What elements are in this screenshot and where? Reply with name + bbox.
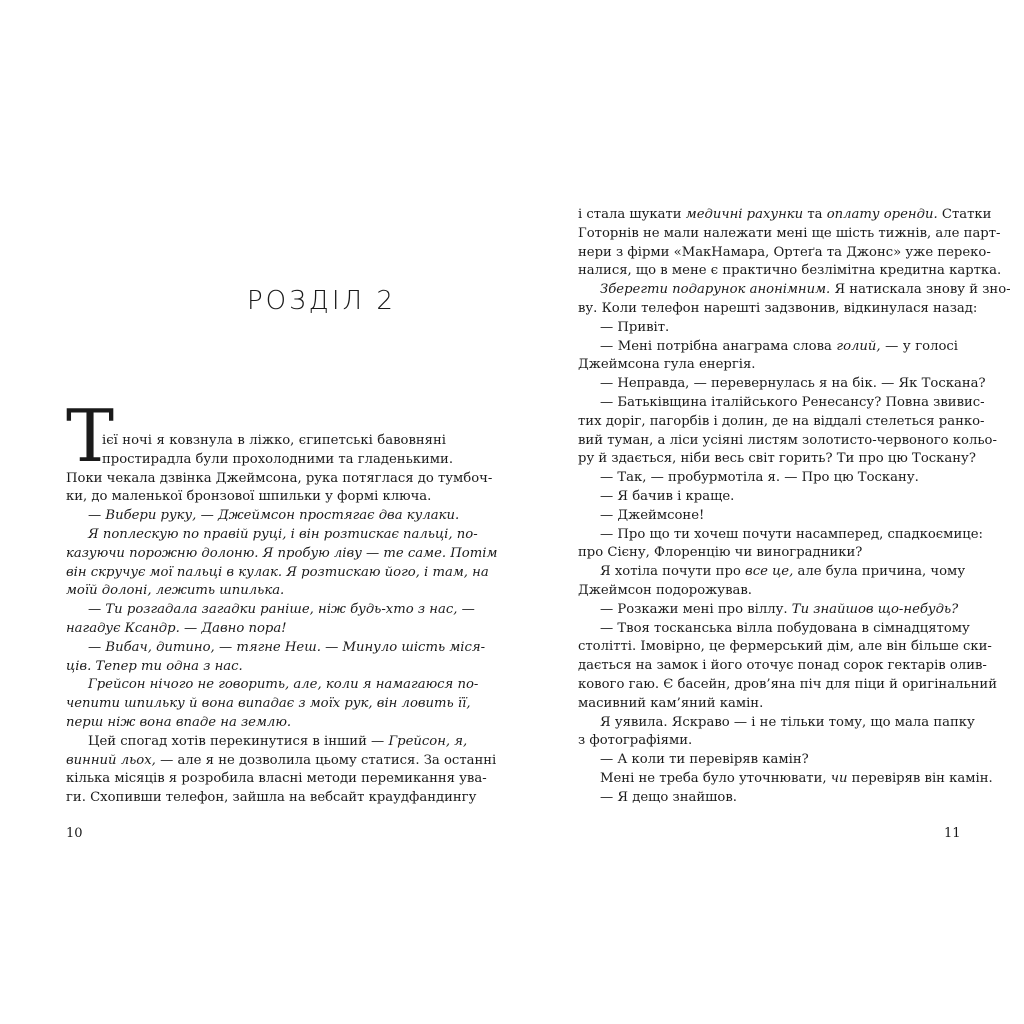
page-number-right: 11 (944, 826, 961, 841)
text-line: Готорнів не мали належати мені ще шість тижнів, але парт- (578, 225, 1001, 241)
text-line: ги. Схопивши телефон, зайшла на вебсайт краудфандингу (66, 790, 477, 806)
text-line: — Мені потрібна анаграма слова голий, — у голосі (600, 338, 959, 354)
text-line: Поки чекала дзвінка Джеймсона, рука потяглася до тумбоч- (66, 470, 493, 486)
text-line: Зберегти подарунок анонімним. Я натискала знову й зно- (600, 282, 1011, 298)
text-line: моїй долоні, лежить шпилька. (66, 583, 285, 599)
text-line: Джеймсон подорожував. (578, 582, 752, 598)
text-line: ієї ночі я ковзнула в ліжко, єгипетські бавовняні (102, 433, 446, 448)
text-line: ву. Коли телефон нарешті задзвонив, відкинулася назад: (578, 300, 978, 316)
text-line: — Ти розгадала загадки раніше, ніж будь-хто з нас, — (88, 602, 475, 618)
text-line: перш ніж вона впаде на землю. (66, 714, 292, 730)
text-line: Я хотіла почути про все це, але була причина, чому (600, 564, 966, 580)
text-line: масивний кам’яний камін. (578, 695, 764, 711)
text-line: вий туман, а ліси усіяні листям золотисто-червоного кольо- (578, 432, 997, 448)
text-line: столітті. Імовірно, це фермерський дім, але він більше ски- (578, 639, 992, 655)
right-page-text (578, 206, 1011, 808)
text-line: — Вибери руку, — Джеймсон простягає два кулаки. (88, 508, 460, 524)
text-line: про Сієну, Флоренцію чи виноградники? (578, 545, 863, 561)
text-line: тих доріг, пагорбів і долин, де на віддалі стелеться ранко- (578, 413, 985, 429)
text-line: з фотографіями. (578, 733, 693, 749)
text-line: ки, до маленької бронзової шпильки у формі ключа. (66, 489, 432, 505)
text-line: казуючи порожню долоню. Я пробую ліву — те саме. Потім (66, 545, 498, 561)
drop-cap: Т (66, 394, 115, 478)
text-line: Джеймсона гула енергія. (578, 357, 756, 373)
text-line: — А коли ти перевіряв камін? (600, 752, 809, 768)
text-line: Мені не треба було уточнювати, чи перевіряв він камін. (600, 770, 993, 786)
text-line: він скручує мої пальці в кулак. Я розтискаю його, і там, на (66, 564, 489, 580)
text-line: ру й здається, ніби весь світ горить? Ти про цю Тоскану? (578, 451, 976, 467)
left-page-text (66, 432, 498, 808)
text-line: простирадла були прохолодними та гладенькими. (102, 451, 454, 467)
text-line: — Неправда, — перевернулась я на бік. — Як Тоскана? (600, 376, 986, 392)
right-page (578, 0, 1011, 1024)
text-line: Я поплескую по правій руці, і він розтискає пальці, по- (88, 526, 478, 542)
text-line: нагадує Ксандр. — Давно пора! (66, 620, 287, 636)
text-line: — Джеймсоне! (600, 507, 705, 523)
text-line: дається на замок і його оточує понад сорок гектарів олив- (578, 658, 987, 674)
text-line: чепити шпильку й вона випадає з моїх рук, він ловить її, (66, 696, 471, 712)
text-line: — Вибач, дитино, — тягне Неш. — Минуло шість міся- (88, 639, 486, 655)
text-line: налися, що в мене є практично безлімітна кредитна картка. (578, 263, 1002, 279)
text-line: — Розкажи мені про віллу. Ти знайшов що-небудь? (600, 601, 959, 617)
text-line: — Я бачив і краще. (600, 488, 735, 504)
chapter-title: РОЗДІЛ 2 (247, 286, 396, 316)
text-line: Цей спогад хотів перекинутися в інший — Грейсон, я, (88, 733, 468, 749)
text-line: кового гаю. Є басейн, дров’яна піч для піци й оригінальний (578, 676, 997, 692)
left-page (66, 0, 498, 1024)
text-line: винний льох, — але я не дозволила цьому статися. За останні (66, 752, 497, 768)
text-line: нери з фірми «МакНамара, Ортеґа та Джонс» уже переко- (578, 244, 991, 260)
text-line: — Твоя тосканська вілла побудована в сімнадцятому (600, 620, 970, 636)
text-line: ців. Тепер ти одна з нас. (66, 658, 243, 674)
text-line: — Привіт. (600, 319, 670, 335)
text-line: — Я дещо знайшов. (600, 789, 737, 805)
text-line: — Батьківщина італійського Ренесансу? Повна звивис- (600, 394, 985, 410)
text-line: — Так, — пробурмотіла я. — Про цю Тоскану. (600, 470, 919, 486)
text-line: Я уявила. Яскраво — і не тільки тому, що мала папку (600, 714, 975, 730)
page-number-left: 10 (66, 826, 83, 841)
text-line: і стала шукати медичні рахунки та оплату оренди. Статки (578, 207, 992, 222)
text-line: Грейсон нічого не говорить, але, коли я намагаюся по- (88, 677, 479, 693)
text-line: — Про що ти хочеш почути насамперед, спадкоємице: (600, 526, 983, 542)
text-line: кілька місяців я розробила власні методи перемикання ува- (66, 771, 487, 787)
